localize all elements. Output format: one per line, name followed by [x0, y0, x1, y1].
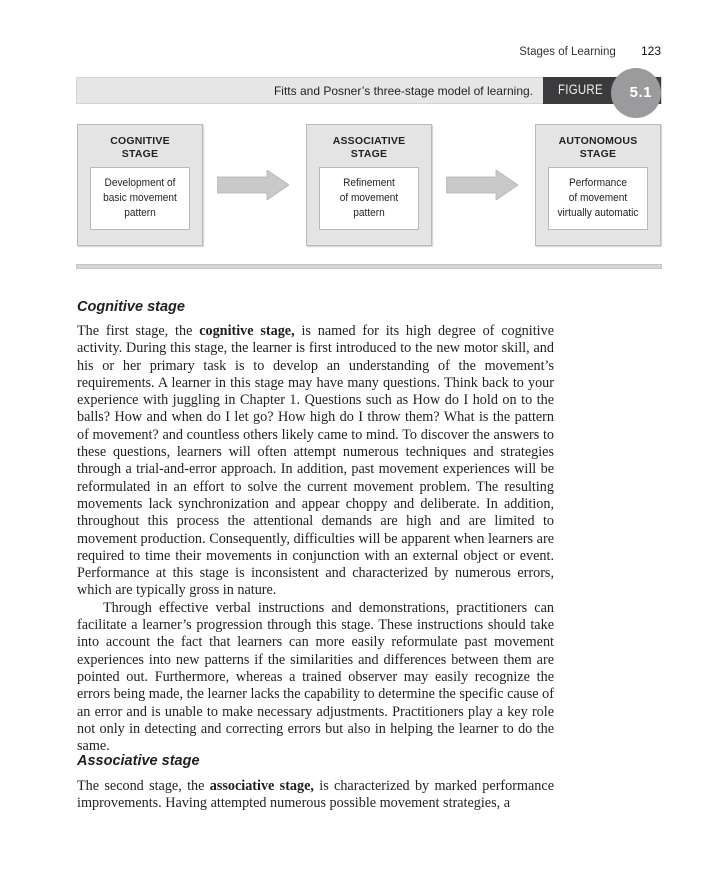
figure-bottom-rule: [76, 264, 662, 269]
figure-caption-bar: [76, 77, 662, 104]
stage-title: [536, 135, 660, 161]
paragraph: [77, 778, 554, 813]
page-number: 123: [640, 44, 661, 58]
stage-description: [553, 176, 643, 221]
stage-box-associative: [306, 124, 432, 246]
stage-title-line: STAGE: [350, 148, 388, 160]
stage-description-line: pattern: [124, 207, 156, 219]
right-arrow-icon: [446, 170, 518, 200]
text-run: is characterized by marked performance improvements. Having attempted numerous possible movement strategies, a: [77, 778, 554, 812]
stage-description-line: Refinement: [343, 177, 395, 189]
stage-description: [95, 176, 185, 221]
figure-number: 5.1: [629, 84, 652, 101]
section-body-associative: [77, 778, 554, 813]
figure-label-word: FIGURE: [558, 82, 603, 97]
paragraph: [77, 323, 554, 600]
right-arrow-icon: [217, 170, 289, 200]
stage-description: [324, 176, 414, 221]
stage-title-line: STAGE: [121, 148, 159, 160]
key-term: associative stage,: [209, 778, 314, 794]
running-head: [519, 44, 661, 58]
stage-description-line: virtually automatic: [557, 207, 639, 219]
running-head-section: Stages of Learning: [519, 46, 616, 58]
stage-description-box: [90, 167, 190, 230]
stage-description-line: pattern: [353, 207, 385, 219]
stage-title: [78, 135, 202, 161]
stage-description-box: [319, 167, 419, 230]
section-heading-cognitive: Cognitive stage: [77, 299, 185, 315]
figure-caption: Fitts and Posner’s three-stage model of learning.: [273, 84, 533, 98]
section-heading-associative: Associative stage: [77, 753, 200, 769]
stage-description-line: Development of: [104, 177, 176, 189]
stage-title: [307, 135, 431, 161]
stage-description-line: basic movement: [103, 192, 177, 204]
stage-box-cognitive: [77, 124, 203, 246]
stage-title-line: AUTONOMOUS: [558, 135, 638, 147]
stage-title-line: COGNITIVE: [110, 135, 170, 147]
text-run: The first stage, the: [77, 323, 200, 339]
stage-title-line: STAGE: [579, 148, 617, 160]
text-run: The second stage, the: [77, 778, 210, 794]
key-term: cognitive stage,: [199, 323, 295, 339]
section-body-cognitive: [77, 323, 554, 755]
text-run: is named for its high degree of cognitive activity. During this stage, the learner is first introduced to the new motor skill, and his or her primary task is to develop an understanding of the movement’s requirements. A learner in this stage may have many questions. Think back to your experience with juggling in Chapter 1. Questions such as How do I hold on to the balls? How and when do I let go? How high do I throw them? What is the pattern of movement? and countless others likely came to mind. To discover the answers to these questions, learners will often attempt numerous techniques and strategies through a trial-and-error approach. In addition, past movement experiences will be reformulated in an effort to solve the current movement problem. The resulting movements lack synchronization and appear choppy and deliberate. In addition, throughout this process the attentional demands are high and are limited to movement production. Consequently, difficulties will be apparent when learners are required to time their movements in conjunction with an external object or event. Performance at this stage is inconsistent and characterized by numerous errors, which are typically gross in nature.: [77, 323, 554, 599]
stage-box-autonomous: [535, 124, 661, 246]
stage-description-line: of movement: [339, 192, 399, 204]
paragraph: Through effective verbal instructions and demonstrations, practitioners can facilitate a learner’s progression through this stage. These instructions should take into account the fact that learners can more easily reformulate past movement experiences into new patterns if the similarities and differences between them are pointed out. Furthermore, whereas a trained observer may easily recognize the errors being made, the learner lacks the capability to determine the specific cause of an error and is unable to make necessary adjustments. Practitioners play a key role not only in detecting and correcting errors but also in helping the learner to do the same.: [77, 599, 554, 755]
stage-description-line: of movement: [568, 192, 628, 204]
stage-description-box: [548, 167, 648, 230]
stage-title-line: ASSOCIATIVE: [332, 135, 406, 147]
stage-description-line: Performance: [569, 177, 627, 189]
